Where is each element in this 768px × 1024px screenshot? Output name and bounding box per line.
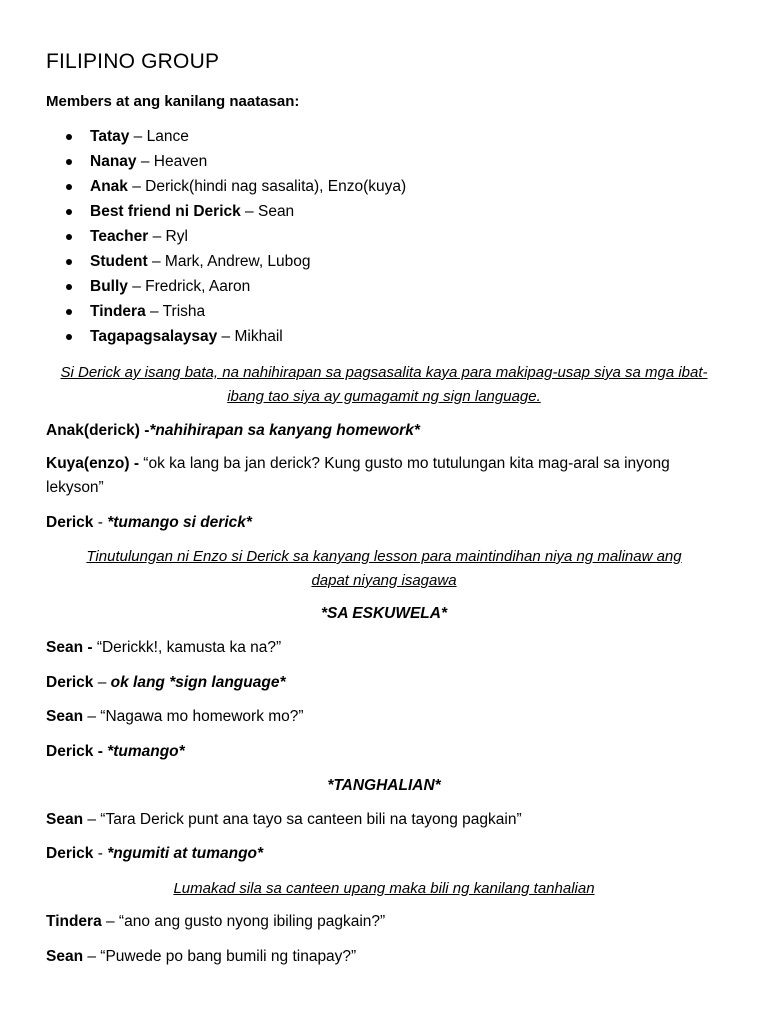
narration-line: dapat niyang isagawa [311, 572, 457, 589]
speaker-label: Sean [46, 811, 84, 828]
scene-heading: *SA ESKUWELA* [320, 605, 448, 622]
stage-direction: *ngumiti at tumango* [107, 845, 264, 862]
narration-line: Lumakad sila sa canteen upang maka bili ng kanilang tanhalian [173, 880, 595, 897]
stage-direction: *tumango si derick* [107, 514, 252, 531]
document-title: FILIPINO GROUP [46, 50, 220, 73]
member-role: Tindera [90, 303, 146, 320]
list-item [66, 126, 406, 151]
member-role: Bully [90, 278, 128, 295]
stage-direction: ok lang *sign language* [110, 674, 286, 691]
member-name: – Derick(hindi nag sasalita), Enzo(kuya) [127, 178, 407, 195]
member-name: – Fredrick, Aaron [127, 278, 251, 295]
dialogue-line [46, 637, 726, 659]
speaker-label: Kuya(enzo) - [46, 455, 139, 472]
dialogue-line [46, 420, 726, 442]
bullet-icon [66, 309, 72, 315]
dialogue-line [46, 946, 726, 968]
member-name: – Heaven [136, 153, 208, 170]
bullet-icon [66, 159, 72, 165]
member-role: Student [90, 253, 148, 270]
scene-heading: *TANGHALIAN* [327, 777, 441, 794]
member-name: – Mark, Andrew, Lubog [147, 253, 311, 270]
members-heading: Members at ang kanilang naatasan: [46, 93, 300, 110]
bullet-icon [66, 234, 72, 240]
dialogue-line [46, 911, 726, 933]
speaker-label: Anak(derick) - [46, 422, 150, 439]
member-name: – Ryl [148, 228, 188, 245]
speaker-label: Sean [46, 948, 84, 965]
member-role: Teacher [90, 228, 149, 245]
dialogue-line: lekyson” [46, 479, 104, 496]
member-name: – Sean [240, 203, 295, 220]
member-name: – Mikhail [217, 328, 283, 345]
members-list [66, 126, 406, 351]
list-item [66, 226, 406, 251]
stage-direction: *nahihirapan sa kanyang homework* [149, 422, 420, 439]
dialogue-text: “Derickk!, kamusta ka na?” [92, 639, 282, 656]
bullet-icon [66, 334, 72, 340]
list-item [66, 301, 406, 326]
speaker-label: Sean [46, 708, 84, 725]
dialogue-line [46, 741, 726, 763]
speaker-label: Sean - [46, 639, 93, 656]
member-role: Nanay [90, 153, 137, 170]
list-item [66, 326, 406, 351]
narration-line: Si Derick ay isang bata, na nahihirapan sa pagsasalita kaya para makipag-usap siya sa mga ibat- [60, 364, 708, 381]
member-name: – Trisha [145, 303, 206, 320]
dialogue-line [46, 843, 726, 865]
bullet-icon [66, 134, 72, 140]
dialogue-text: – “Nagawa mo homework mo?” [83, 708, 304, 725]
list-item [66, 176, 406, 201]
dialogue-text: – “Tara Derick punt ana tayo sa canteen bili na tayong pagkain” [83, 811, 522, 828]
dialogue-line [46, 512, 726, 534]
speaker-label: Derick [46, 514, 94, 531]
list-item [66, 276, 406, 301]
dialogue-line [46, 809, 726, 831]
separator: – [93, 674, 111, 691]
member-name: – Lance [129, 128, 189, 145]
dialogue-line [46, 706, 726, 728]
member-role: Tatay [90, 128, 130, 145]
dialogue-text: – “Puwede po bang bumili ng tinapay?” [83, 948, 357, 965]
speaker-label: Derick - [46, 743, 108, 760]
dialogue-line [46, 672, 726, 694]
bullet-icon [66, 284, 72, 290]
list-item [66, 251, 406, 276]
narration-line: Tinutulungan ni Enzo si Derick sa kanyang lesson para maintindihan niya ng malinaw ang [86, 548, 682, 565]
member-role: Tagapagsalaysay [90, 328, 218, 345]
stage-direction: *tumango* [107, 743, 185, 760]
list-item [66, 151, 406, 176]
narration-line: ibang tao siya ay gumagamit ng sign language. [227, 388, 541, 405]
bullet-icon [66, 184, 72, 190]
bullet-icon [66, 259, 72, 265]
separator: - [93, 845, 108, 862]
speaker-label: Derick [46, 674, 94, 691]
separator: - [93, 514, 108, 531]
member-role: Anak [90, 178, 128, 195]
dialogue-line [46, 453, 726, 475]
dialogue-text: “ok ka lang ba jan derick? Kung gusto mo tutulungan kita mag-aral sa inyong [139, 455, 670, 472]
member-role: Best friend ni Derick [90, 203, 241, 220]
dialogue-text: – “ano ang gusto nyong ibiling pagkain?” [101, 913, 386, 930]
list-item [66, 201, 406, 226]
speaker-label: Derick [46, 845, 94, 862]
speaker-label: Tindera [46, 913, 102, 930]
bullet-icon [66, 209, 72, 215]
